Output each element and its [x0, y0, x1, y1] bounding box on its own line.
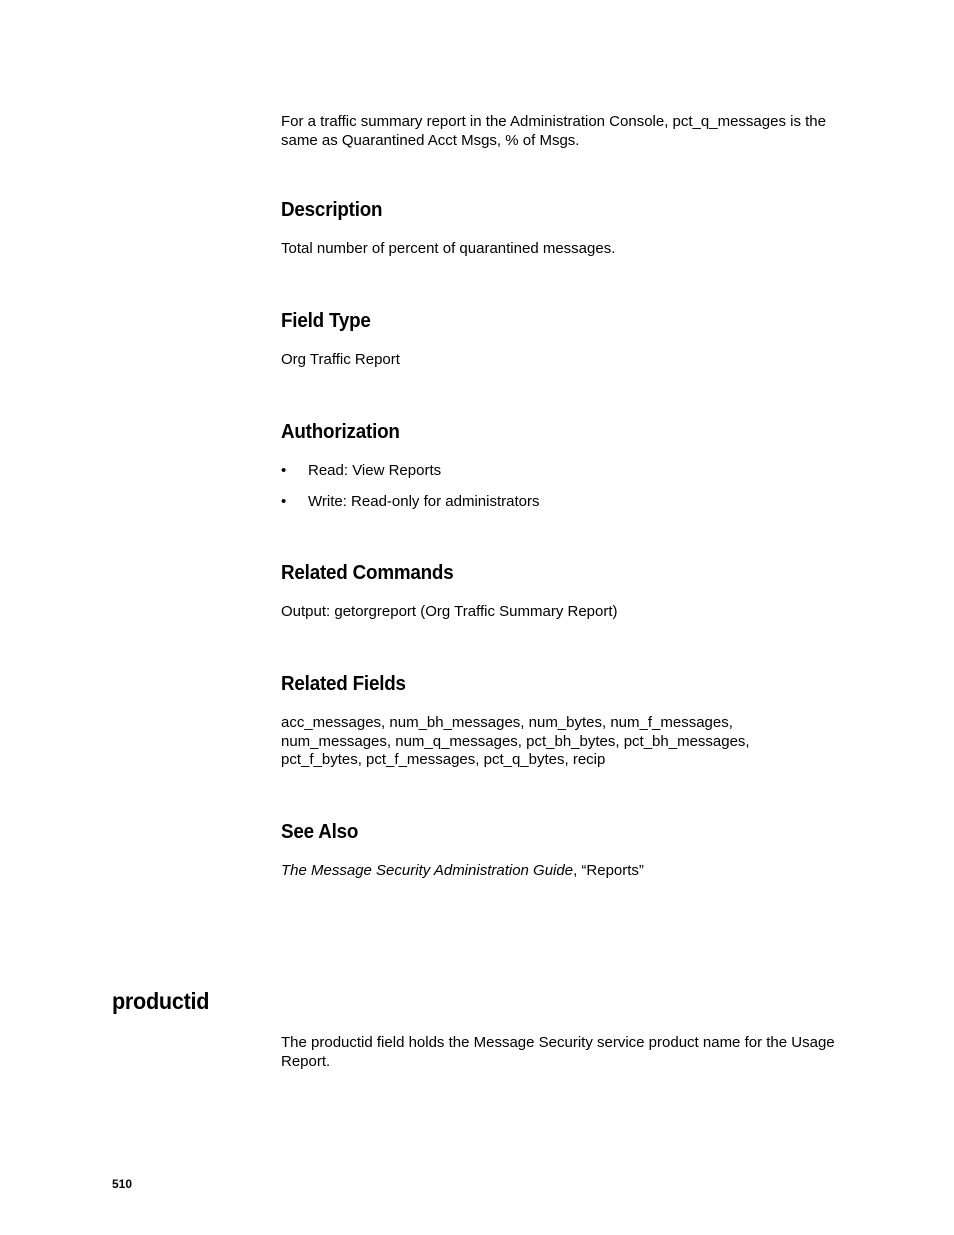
field-type-text: Org Traffic Report [281, 351, 400, 368]
section-related-commands [281, 562, 841, 622]
productid-block [281, 1034, 841, 1071]
section-heading-see-also: See Also [281, 821, 359, 843]
topic-heading-productid: productid [112, 988, 210, 1014]
description-text: Total number of percent of quarantined messages. [281, 240, 616, 257]
section-heading-field-type: Field Type [281, 310, 371, 332]
section-description [281, 199, 841, 259]
list-item [281, 462, 841, 480]
section-heading-related-fields: Related Fields [281, 673, 406, 695]
see-also-suffix: , “Reports” [573, 862, 644, 879]
list-item [281, 493, 841, 511]
productid-paragraph: The productid field holds the Message Security service product name for the Usage Report. [281, 1034, 835, 1070]
list-item-text: Write: Read-only for administrators [308, 493, 540, 510]
section-heading-description: Description [281, 199, 383, 221]
bullet: • [281, 493, 287, 510]
section-heading-authorization: Authorization [281, 421, 400, 443]
bullet: • [281, 462, 287, 479]
section-field-type [281, 310, 841, 370]
related-commands-text: Output: getorgreport (Org Traffic Summary Report) [281, 603, 618, 620]
section-see-also [281, 821, 841, 881]
section-heading-related-commands: Related Commands [281, 562, 454, 584]
guide-title: The Message Security Administration Guide [281, 862, 574, 879]
list-item-text: Read: View Reports [308, 462, 442, 479]
section-related-fields [281, 673, 841, 770]
section-authorization [281, 421, 841, 511]
related-fields-line: num_messages, num_q_messages, pct_bh_bytes, pct_bh_messages, [281, 732, 750, 750]
intro-block [281, 113, 841, 150]
intro-paragraph: For a traffic summary report in the Administration Console, pct_q_messages is the same as Quarantined Acct Msgs, % of Msgs. [281, 113, 826, 149]
related-fields-line: pct_f_bytes, pct_f_messages, pct_q_bytes, recip [281, 751, 606, 768]
see-also-text [281, 862, 841, 881]
related-fields-line: acc_messages, num_bh_messages, num_bytes, num_f_messages, [281, 714, 733, 731]
authorization-list [281, 462, 841, 511]
page-number: 510 [112, 1177, 133, 1191]
